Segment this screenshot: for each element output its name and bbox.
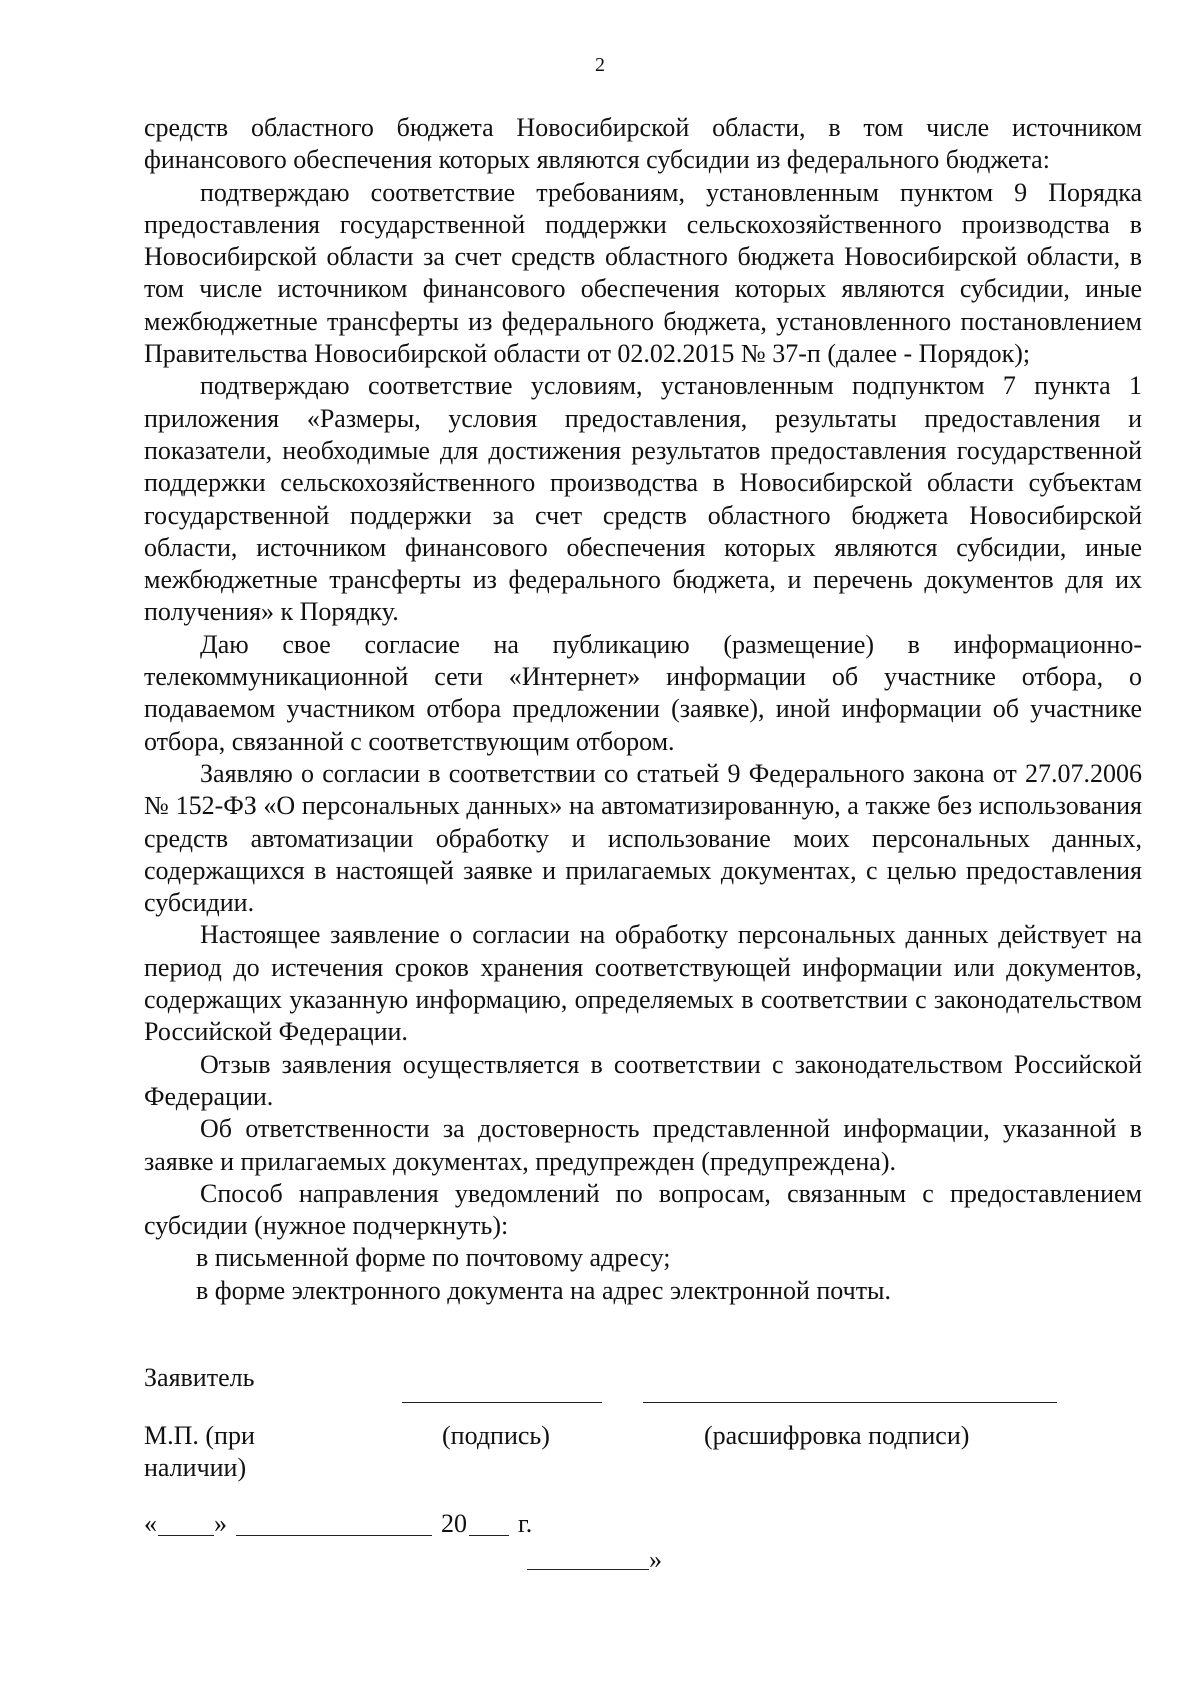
stamp-label-continued: наличии) (144, 1453, 247, 1482)
signature-decoding-caption: (расшифровка подписи) (704, 1421, 970, 1450)
trailing-underline (527, 1569, 649, 1570)
paragraph: Об ответственности за достоверность представленной информации, указанной в заявке и прилагаемых документах, предупрежден (предупреждена). (144, 1114, 1142, 1176)
page-number: 2 (595, 54, 605, 76)
date-year-prefix: 20 (441, 1509, 467, 1538)
date-day-field[interactable] (158, 1535, 214, 1536)
date-open-quote: « (144, 1509, 157, 1538)
paragraph: Способ направления уведомлений по вопросам, связанным с предоставлением субсидии (нужное подчеркнуть): (144, 1178, 1142, 1241)
paragraph: Отзыв заявления осуществляется в соответствии с законодательством Российской Федерации. (144, 1049, 1142, 1111)
paragraph: подтверждаю соответствие условиям, установленным подпунктом 7 пункта 1 приложения «Размеры, условия предоставления, результаты предоставления и показатели, необходимые для достижения результатов предоставления государственной поддержки сельскохозяйственного производства в Новосибирской области субъектам государственной поддержки за счет средств областного бюджета Новосибирской области, источником финансового обеспечения которых являются субсидии, иные межбюджетные трансферты из федерального бюджета, и перечень документов для их получения» к Порядку. (144, 371, 1142, 627)
date-month-field[interactable] (236, 1535, 432, 1536)
paragraph: Заявляю о согласии в соответствии со статьей 9 Федерального закона от 27.07.2006 № 152-ФЗ «О персональных данных» на автоматизированную, а также без использования средств автоматизации обработку и использование моих персональных данных, содержащихся в настоящей заявке и прилагаемых документах, с целью предоставления субсидии. (144, 758, 1142, 918)
trailing-quote: » (649, 1545, 662, 1574)
applicant-label: Заявитель (144, 1363, 255, 1392)
date-year-suffix: г. (518, 1509, 533, 1538)
document-body (144, 112, 1142, 1307)
stamp-label: М.П. (при (144, 1421, 255, 1450)
date-year-field[interactable] (469, 1535, 509, 1536)
signature-decoding-line[interactable] (643, 1402, 1057, 1403)
paragraph: Настоящее заявление о согласии на обработку персональных данных действует на период до истечения сроков хранения соответствующей информации или документов, содержащих указанную информацию, определяемых в соответствии с законодательством Российской Федерации. (144, 920, 1142, 1047)
signature-line[interactable] (402, 1402, 602, 1403)
paragraph: подтверждаю соответствие требованиям, установленным пунктом 9 Порядка предоставления государственной поддержки сельскохозяйственного производства в Новосибирской области за счет средств областного бюджета Новосибирской области, в том числе источником финансового обеспечения которых являются субсидии, иные межбюджетные трансферты из федерального бюджета, установленного постановлением Правительства Новосибирской области от 02.02.2015 № 37-п (далее - Порядок); (144, 177, 1142, 369)
notification-option-email[interactable]: в форме электронного документа на адрес электронной почты. (196, 1275, 892, 1305)
paragraph: средств областного бюджета Новосибирской области, в том числе источником финансового обеспечения которых являются субсидии из федерального бюджета: (144, 113, 1142, 175)
date-close-quote: » (214, 1509, 227, 1538)
paragraph: Даю свое согласие на публикацию (размещение) в информационно-телекоммуникационной сети «Интернет» информации об участнике отбора, о подаваемом участником отбора предложении (заявке), иной информации об участнике отбора, связанной с соответствующим отбором. (144, 629, 1142, 756)
signature-caption: (подпись) (442, 1421, 550, 1450)
notification-option-postal[interactable]: в письменной форме по почтовому адресу; (196, 1243, 671, 1273)
